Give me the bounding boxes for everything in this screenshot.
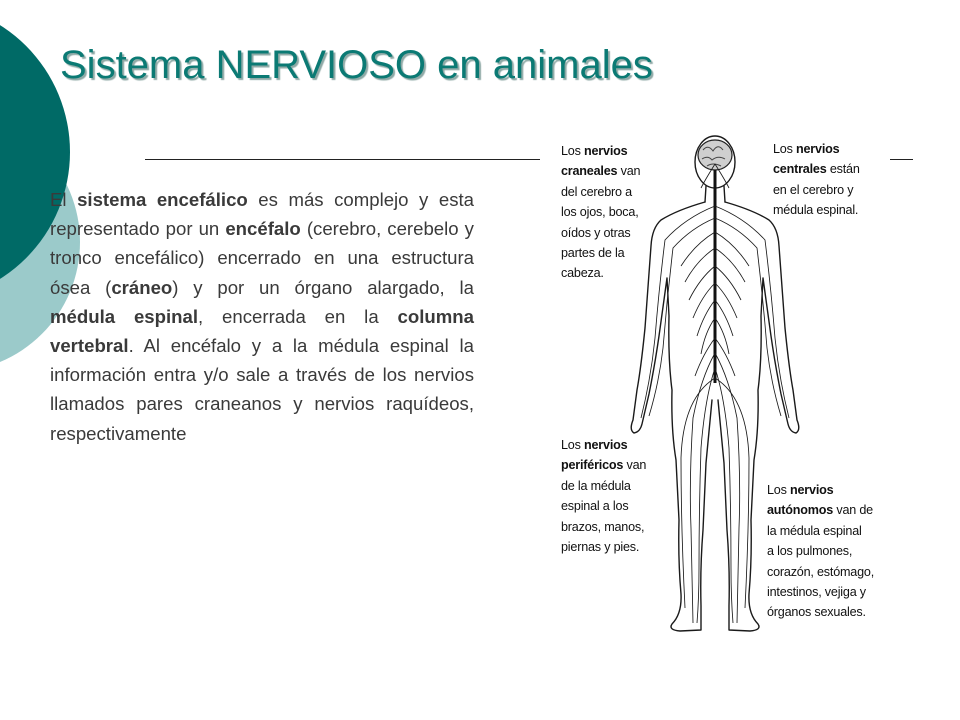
slide-title: Sistema NERVIOSO en animales	[60, 43, 653, 87]
label-line	[767, 602, 874, 622]
bold-term: nervios	[790, 483, 834, 497]
text-run: partes de la	[561, 246, 625, 261]
label-line	[767, 582, 874, 602]
label-line	[561, 435, 646, 455]
text-run: a los pulmones,	[767, 544, 853, 559]
bold-term: nervios	[584, 144, 628, 158]
label-line	[561, 141, 640, 161]
text-run: oídos y otras	[561, 225, 631, 240]
title-underline	[145, 159, 540, 160]
text-run: espinal a los	[561, 499, 629, 514]
text-run: intestinos, vejiga y	[767, 585, 866, 600]
label-line	[767, 562, 874, 582]
text-run: de la médula	[561, 478, 631, 493]
text-run: El	[50, 189, 78, 210]
text-run: órganos sexuales.	[767, 605, 866, 620]
central-nerves-label	[773, 139, 860, 221]
label-line	[561, 202, 640, 222]
label-line	[561, 496, 646, 516]
label-line	[561, 455, 646, 475]
bold-term: cráneo	[111, 276, 173, 298]
label-line	[773, 139, 860, 159]
bold-term: nervios	[796, 142, 840, 156]
text-run: en el cerebro y	[773, 182, 854, 197]
label-line	[767, 541, 874, 561]
label-line	[561, 517, 646, 537]
label-line	[773, 159, 860, 179]
text-run: van	[623, 458, 647, 473]
autonomic-nerves-label	[767, 480, 874, 623]
bold-term: craneales	[561, 164, 618, 179]
label-line	[773, 180, 860, 200]
body-paragraph	[50, 185, 474, 448]
bold-term: centrales	[773, 162, 827, 177]
text-run: Los	[561, 438, 585, 452]
label-line	[561, 182, 640, 202]
label-line	[561, 476, 646, 496]
text-run: los ojos, boca,	[561, 205, 639, 220]
bold-term: médula espinal	[50, 305, 199, 327]
text-run: brazos, manos,	[561, 519, 645, 534]
text-run: van de	[833, 503, 873, 518]
text-run: es más complejo y esta representado por un	[50, 189, 474, 240]
label-line	[561, 537, 646, 557]
text-run: (cerebro, cerebelo y tronco encefálico) encerrado en una estructura ósea (	[50, 218, 474, 298]
bold-term: periféricos	[561, 458, 624, 473]
label-line	[561, 263, 640, 283]
cranial-nerves-label	[561, 141, 640, 284]
label-line	[767, 480, 874, 500]
bold-term: encéfalo	[225, 218, 301, 240]
bold-term: columna vertebral	[50, 305, 474, 357]
peripheral-nerves-label	[561, 435, 646, 557]
text-run: médula espinal.	[773, 203, 859, 218]
text-run: Los	[773, 142, 797, 156]
text-run: corazón, estómago,	[767, 564, 875, 579]
brain-icon	[698, 140, 732, 170]
nervous-system-figure	[555, 128, 900, 648]
text-run: piernas y pies.	[561, 540, 640, 555]
text-run: , encerrada en la	[198, 305, 398, 327]
text-run: cabeza.	[561, 266, 604, 281]
text-run: Los	[767, 483, 791, 497]
label-line	[767, 500, 874, 520]
text-run: . Al encéfalo y a la médula espinal la información entra y/o sale a través de los nervios llamados pares craneanos y nervios raquídeos, respectivamente	[50, 335, 474, 444]
label-line	[561, 161, 640, 181]
label-line	[561, 223, 640, 243]
label-line	[767, 521, 874, 541]
label-line	[773, 200, 860, 220]
bold-term: sistema encefálico	[77, 189, 248, 210]
text-run: van	[617, 164, 641, 179]
text-run: ) y por un órgano alargado, la	[172, 276, 474, 298]
text-run: están	[826, 162, 860, 177]
bold-term: autónomos	[767, 503, 834, 518]
bold-term: nervios	[584, 438, 628, 452]
text-run: del cerebro a	[561, 184, 632, 199]
label-line	[561, 243, 640, 263]
text-run: Los	[561, 144, 585, 158]
text-run: la médula espinal	[767, 523, 862, 538]
